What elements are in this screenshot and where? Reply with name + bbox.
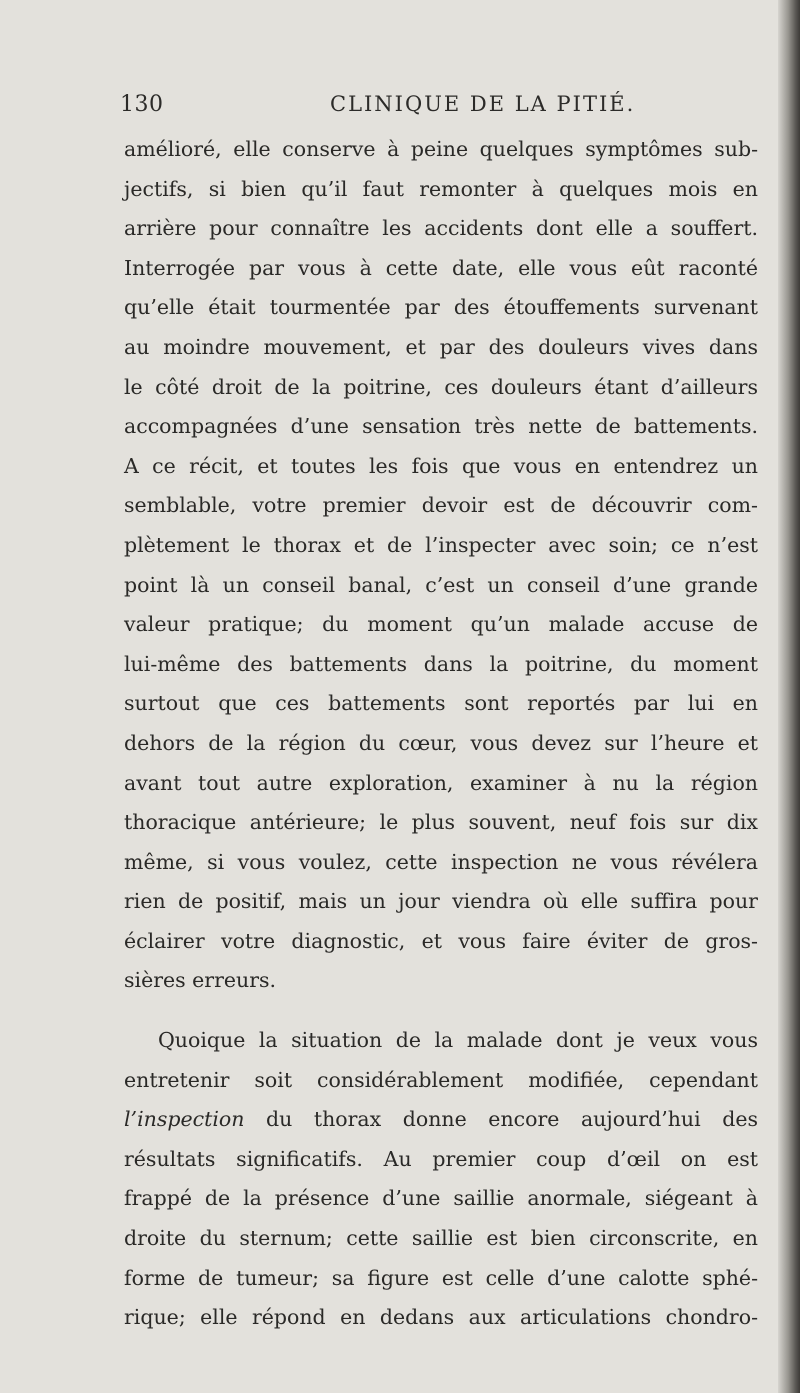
text-line: semblable, votre premier devoir est de découvrir com- — [124, 493, 758, 518]
running-title: CLINIQUE DE LA PITIÉ. — [330, 92, 636, 116]
paragraph-1 — [124, 130, 758, 1001]
text-line: rien de positif, mais un jour viendra où elle suffira pour — [124, 889, 758, 914]
italic-term: l’inspection — [124, 1107, 245, 1132]
page-number: 130 — [120, 92, 164, 117]
text-line: le côté droit de la poitrine, ces douleurs étant d’ailleurs — [124, 374, 758, 399]
text-line: A ce récit, et toutes les fois que vous en entendrez un — [124, 453, 758, 478]
text-segment: du thorax donne encore aujourd’hui des — [244, 1107, 758, 1132]
text-line: sières erreurs. — [124, 968, 277, 993]
text-line: dehors de la région du cœur, vous devez sur l’heure et — [124, 730, 758, 755]
text-line: au moindre mouvement, et par des douleurs vives dans — [124, 334, 758, 359]
paragraph-2 — [124, 1021, 758, 1338]
text-line: rique; elle répond en dedans aux articulations chondro- — [124, 1305, 758, 1330]
text-line: forme de tumeur; sa figure est celle d’une calotte sphé- — [124, 1265, 758, 1290]
text-line: entretenir soit considérablement modifiée, cependant — [124, 1067, 758, 1092]
text-line: éclairer votre diagnostic, et vous faire éviter de gros- — [124, 928, 758, 953]
text-line: jectifs, si bien qu’il faut remonter à quelques mois en — [124, 176, 758, 201]
text-line: Interrogée par vous à cette date, elle vous eût raconté — [124, 255, 758, 280]
text-line: même, si vous voulez, cette inspection ne vous révélera — [124, 849, 758, 874]
text-line: accompagnées d’une sensation très nette de battements. — [124, 414, 758, 439]
text-line: lui-même des battements dans la poitrine, du moment — [124, 651, 758, 676]
text-line: amélioré, elle conserve à peine quelques symptômes sub- — [124, 137, 758, 161]
text-line: point là un conseil banal, c’est un conseil d’une grande — [124, 572, 758, 597]
text-line: frappé de la présence d’une saillie anormale, siégeant à — [124, 1186, 758, 1211]
text-line — [124, 1100, 758, 1140]
text-line: plètement le thorax et de l’inspecter avec soin; ce n’est — [124, 532, 758, 557]
text-line: valeur pratique; du moment qu’un malade accuse de — [124, 612, 758, 637]
text-line: thoracique antérieure; le plus souvent, neuf fois sur dix — [124, 810, 758, 835]
text-line: avant tout autre exploration, examiner à nu la région — [124, 770, 758, 795]
body-text — [124, 130, 758, 1338]
text-line: arrière pour connaître les accidents dont elle a souffert. — [124, 216, 758, 241]
page-binding-edge — [778, 0, 800, 1393]
text-line: Quoique la situation de la malade dont je veux vous — [158, 1028, 758, 1053]
text-line: droite du sternum; cette saillie est bien circonscrite, en — [124, 1226, 758, 1251]
text-line: surtout que ces battements sont reportés par lui en — [124, 691, 758, 716]
text-line: qu’elle était tourmentée par des étouffements survenant — [124, 295, 758, 320]
page-header — [120, 92, 760, 122]
text-line: résultats significatifs. Au premier coup d’œil on est — [124, 1146, 758, 1171]
